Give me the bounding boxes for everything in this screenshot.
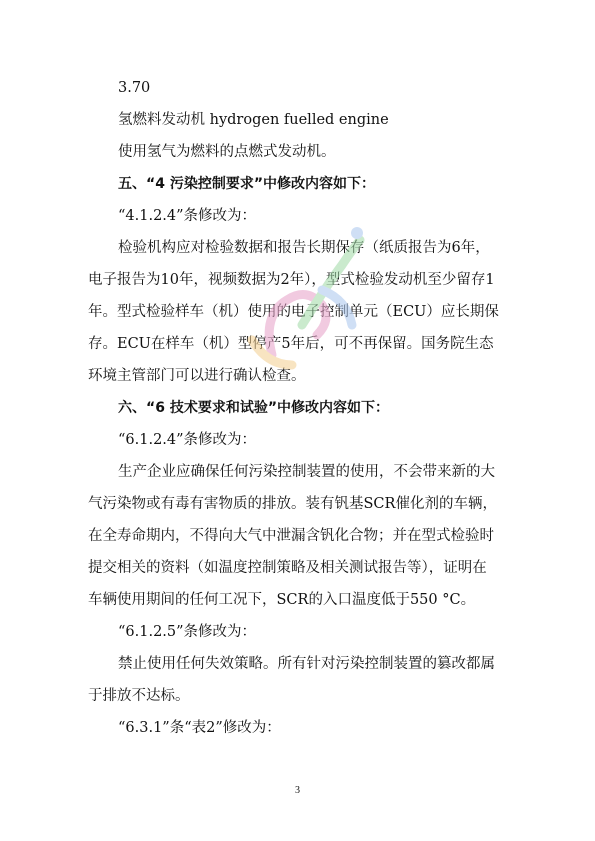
paragraph-line: 于排放不达标。 bbox=[88, 688, 190, 704]
paragraph-line: 检验机构应对检验数据和报告长期保存（纸质报告为6年， bbox=[118, 240, 490, 256]
paragraph-line: 提交相关的资料（如温度控制策略及相关测试报告等），证明在 bbox=[88, 560, 487, 576]
paragraph-line: 气污染物或有毒有害物质的排放。装有钒基SCR催化剂的车辆， bbox=[88, 496, 497, 512]
paragraph-line: 在全寿命期内，不得向大气中泄漏含钒化合物；并在型式检验时 bbox=[88, 528, 494, 544]
paragraph-line: 电子报告为10年，视频数据为2年），型式检验发动机至少留存1 bbox=[88, 272, 495, 288]
paragraph-line: 存。ECU在样车（机）型停产5年后，可不再保留。国务院生态 bbox=[88, 336, 494, 352]
paragraph-line: 年。型式检验样车（机）使用的电子控制单元（ECU）应长期保 bbox=[88, 304, 499, 320]
paragraph-line: 环境主管部门可以进行确认检查。 bbox=[88, 368, 306, 384]
page-number: 3 bbox=[295, 785, 300, 796]
paragraph-line: 禁止使用任何失效策略。所有针对污染控制装置的篡改都属 bbox=[118, 656, 495, 672]
term-title: 氢燃料发动机 hydrogen fuelled engine bbox=[118, 112, 389, 128]
paragraph-line: 生产企业应确保任何污染控制装置的使用，不会带来新的大 bbox=[118, 464, 495, 480]
section-number: 3.70 bbox=[118, 80, 151, 96]
clause-4-1-2-4-label: “4.1.2.4”条修改为： bbox=[118, 208, 257, 224]
clause-6-1-2-5-label: “6.1.2.5”条修改为： bbox=[118, 624, 257, 640]
heading-section-five: 五、“4 污染控制要求”中修改内容如下： bbox=[118, 176, 376, 192]
heading-section-six: 六、“6 技术要求和试验”中修改内容如下： bbox=[118, 400, 390, 416]
paragraph-line: 车辆使用期间的任何工况下，SCR的入口温度低于550 °C。 bbox=[88, 592, 476, 608]
clause-6-1-2-4-label: “6.1.2.4”条修改为： bbox=[118, 432, 257, 448]
clause-6-3-1-label: “6.3.1”条“表2”修改为： bbox=[118, 720, 281, 736]
term-definition: 使用氢气为燃料的点燃式发动机。 bbox=[118, 144, 336, 160]
